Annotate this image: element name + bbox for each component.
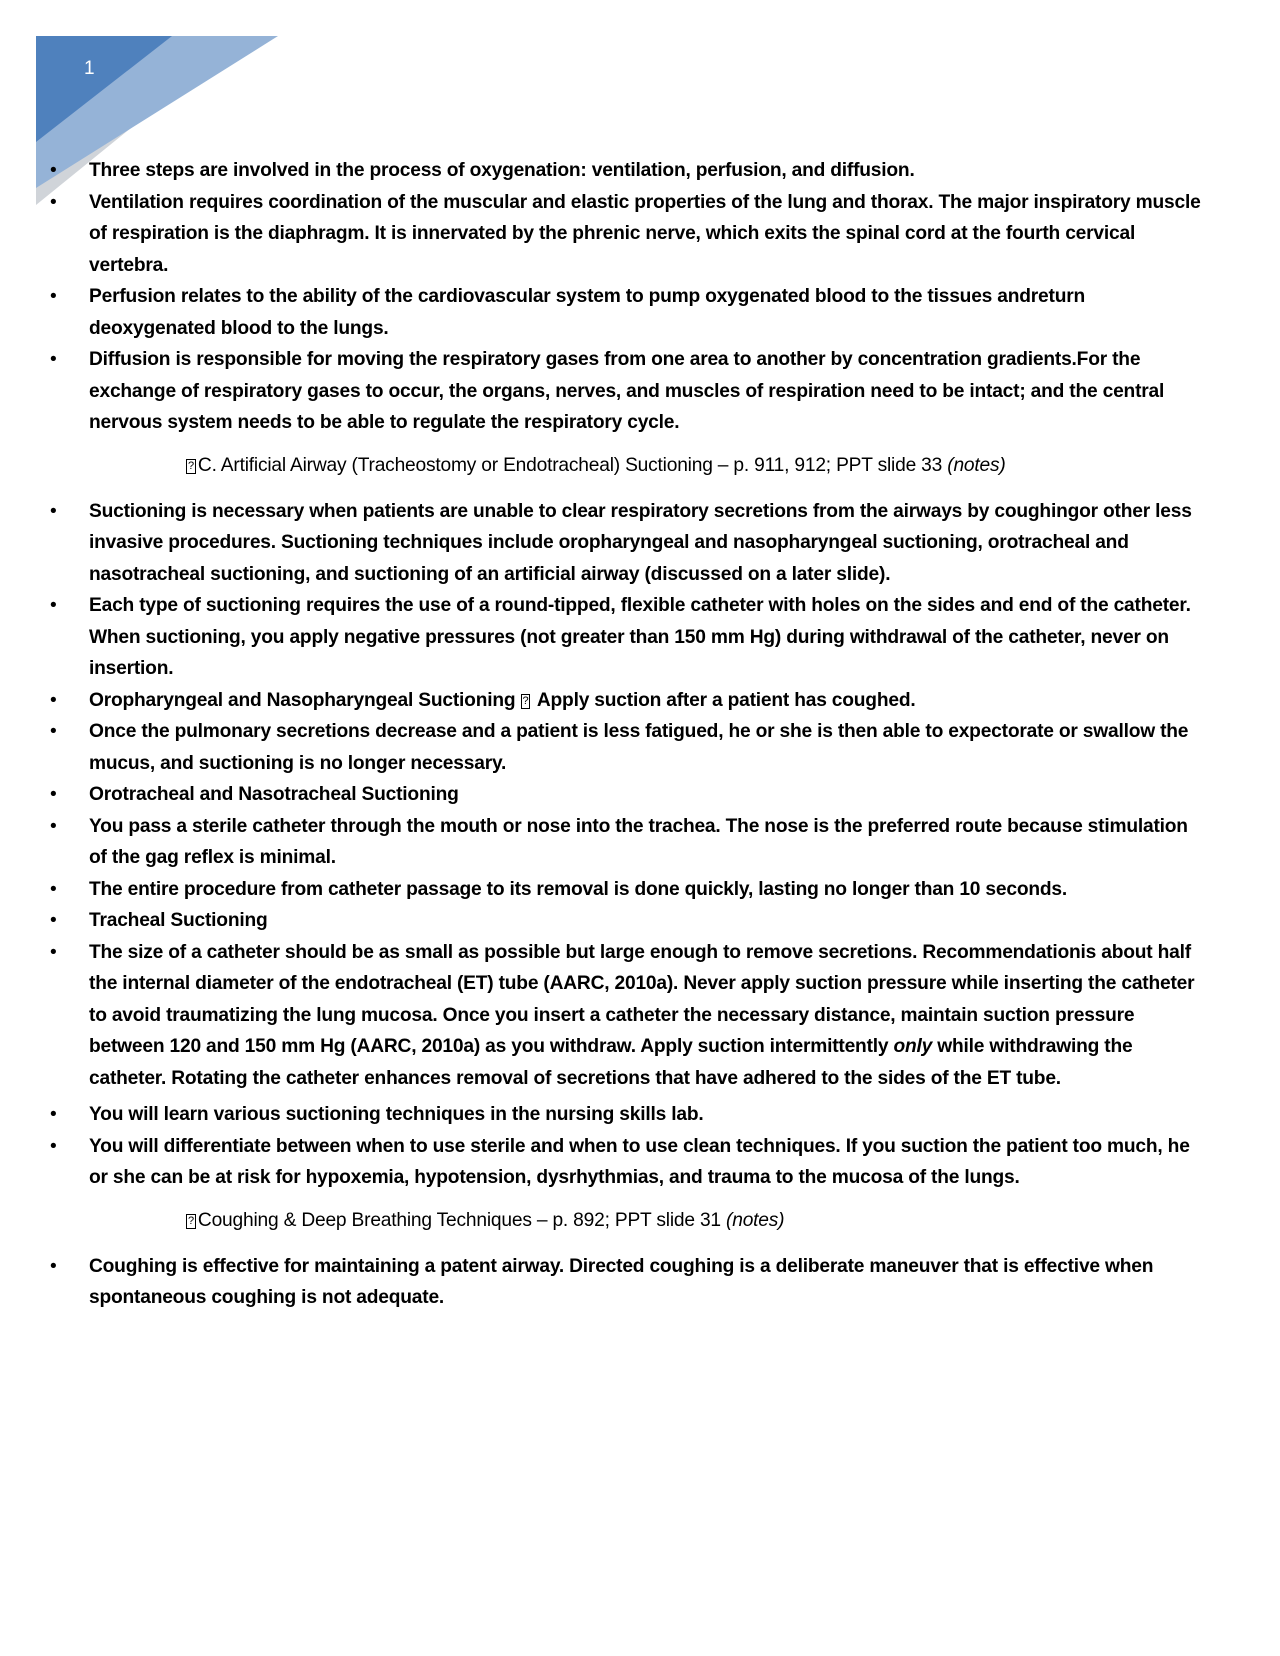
list-item: • Coughing is effective for maintaining a patent airway. Directed coughing is a deliberate maneuver that is effective when spontaneous coughing is not adequate.: [89, 1251, 1209, 1314]
bullet-list-suctioning: [0, 496, 1280, 1194]
list-item: [89, 685, 1209, 717]
list-item: • Once the pulmonary secretions decrease and a patient is less fatigued, he or she is then able to expectorate or swallow the mucus, and suctioning is no longer necessary.: [89, 716, 1209, 779]
heading-text: Coughing & Deep Breathing Techniques – p. 892; PPT slide 31: [197, 1209, 727, 1231]
list-item-emphasis: only: [893, 1036, 933, 1057]
section-heading-coughing: [186, 1205, 1280, 1236]
document-body: [0, 155, 1280, 1314]
heading-text: C. Artificial Airway (Tracheostomy or Endotracheal) Suctioning – p. 911, 912; PPT slide 33: [197, 454, 948, 476]
list-item: • Ventilation requires coordination of the muscular and elastic properties of the lung and thorax. The major inspiratory muscle of respiration is the diaphragm. It is innervated by the phrenic nerve, which exits the spinal cord at the fourth cervical vertebra.: [89, 187, 1209, 282]
list-item: • You pass a sterile catheter through the mouth or nose into the trachea. The nose is the preferred route because stimulation of the gag reflex is minimal.: [89, 811, 1209, 874]
section-heading-artificial-airway: [186, 450, 1280, 481]
bullet-list-oxygenation: [0, 155, 1280, 439]
list-item: • Orotracheal and Nasotracheal Suctioning: [89, 779, 1209, 811]
list-item: • Diffusion is responsible for moving the respiratory gases from one area to another by concentration gradients.For the exchange of respiratory gases to occur, the organs, nerves, and muscles of respiration need to be intact; and the central nervous system needs to be able to regulate the respiratory cycle.: [89, 344, 1209, 439]
heading-notes: (notes): [947, 454, 1006, 476]
list-item: • Each type of suctioning requires the use of a round-tipped, flexible catheter with holes on the sides and end of the catheter. When suctioning, you apply negative pressures (not greater than 150 mm Hg) during withdrawal of the catheter, never on insertion.: [89, 590, 1209, 685]
list-item: • Three steps are involved in the process of oxygenation: ventilation, perfusion, and diffusion.: [89, 155, 1209, 187]
page-number: 1: [84, 58, 95, 79]
list-item: • Perfusion relates to the ability of the cardiovascular system to pump oxygenated blood to the tissues andreturn deoxygenated blood to the lungs.: [89, 281, 1209, 344]
list-item: • You will learn various suctioning techniques in the nursing skills lab.: [89, 1099, 1209, 1131]
list-item: • You will differentiate between when to use sterile and when to use clean techniques. If you suction the patient too much, he or she can be at risk for hypoxemia, hypotension, dysrhythmias, and trauma to the mucosa of the lungs.: [89, 1131, 1209, 1194]
list-item: [89, 937, 1209, 1095]
list-item: • The entire procedure from catheter passage to its removal is done quickly, lasting no longer than 10 seconds.: [89, 874, 1209, 906]
list-item-text: Apply suction after a patient has coughed.: [532, 689, 916, 711]
bullet-list-coughing: [0, 1251, 1280, 1314]
list-item-text: while withdrawing the catheter. Rotating the catheter enhances removal of secretions that have adhered to the sides of the ET tube.: [89, 1036, 1133, 1089]
list-item: • Tracheal Suctioning: [89, 905, 1209, 937]
missing-glyph-icon: ?: [188, 459, 194, 472]
missing-glyph-icon: ?: [522, 694, 529, 707]
heading-notes: (notes): [726, 1209, 785, 1231]
missing-glyph-icon: ?: [188, 1214, 194, 1227]
list-item-text: Oropharyngeal and Nasopharyngeal Suctioning: [89, 689, 521, 711]
list-item: • Suctioning is necessary when patients are unable to clear respiratory secretions from the airways by coughingor other less invasive procedures. Suctioning techniques include oropharyngeal and nasopharyngeal suctioning, orotracheal and nasotracheal suctioning, and suctioning of an artificial airway (discussed on a later slide).: [89, 496, 1209, 591]
list-item-text: The size of a catheter should be as small as possible but large enough to remove secretions. Recommendationis about half the internal diameter of the endotracheal (ET) tube (AARC, 2010a). Never apply suction pressure while inserting the catheter to avoid traumatizing the lung mucosa. Once you insert a catheter the necessary distance, maintain suction pressure between 120 and 150 mm Hg (AARC, 2010a) as you withdraw. Apply suction intermittently: [89, 941, 1195, 1057]
